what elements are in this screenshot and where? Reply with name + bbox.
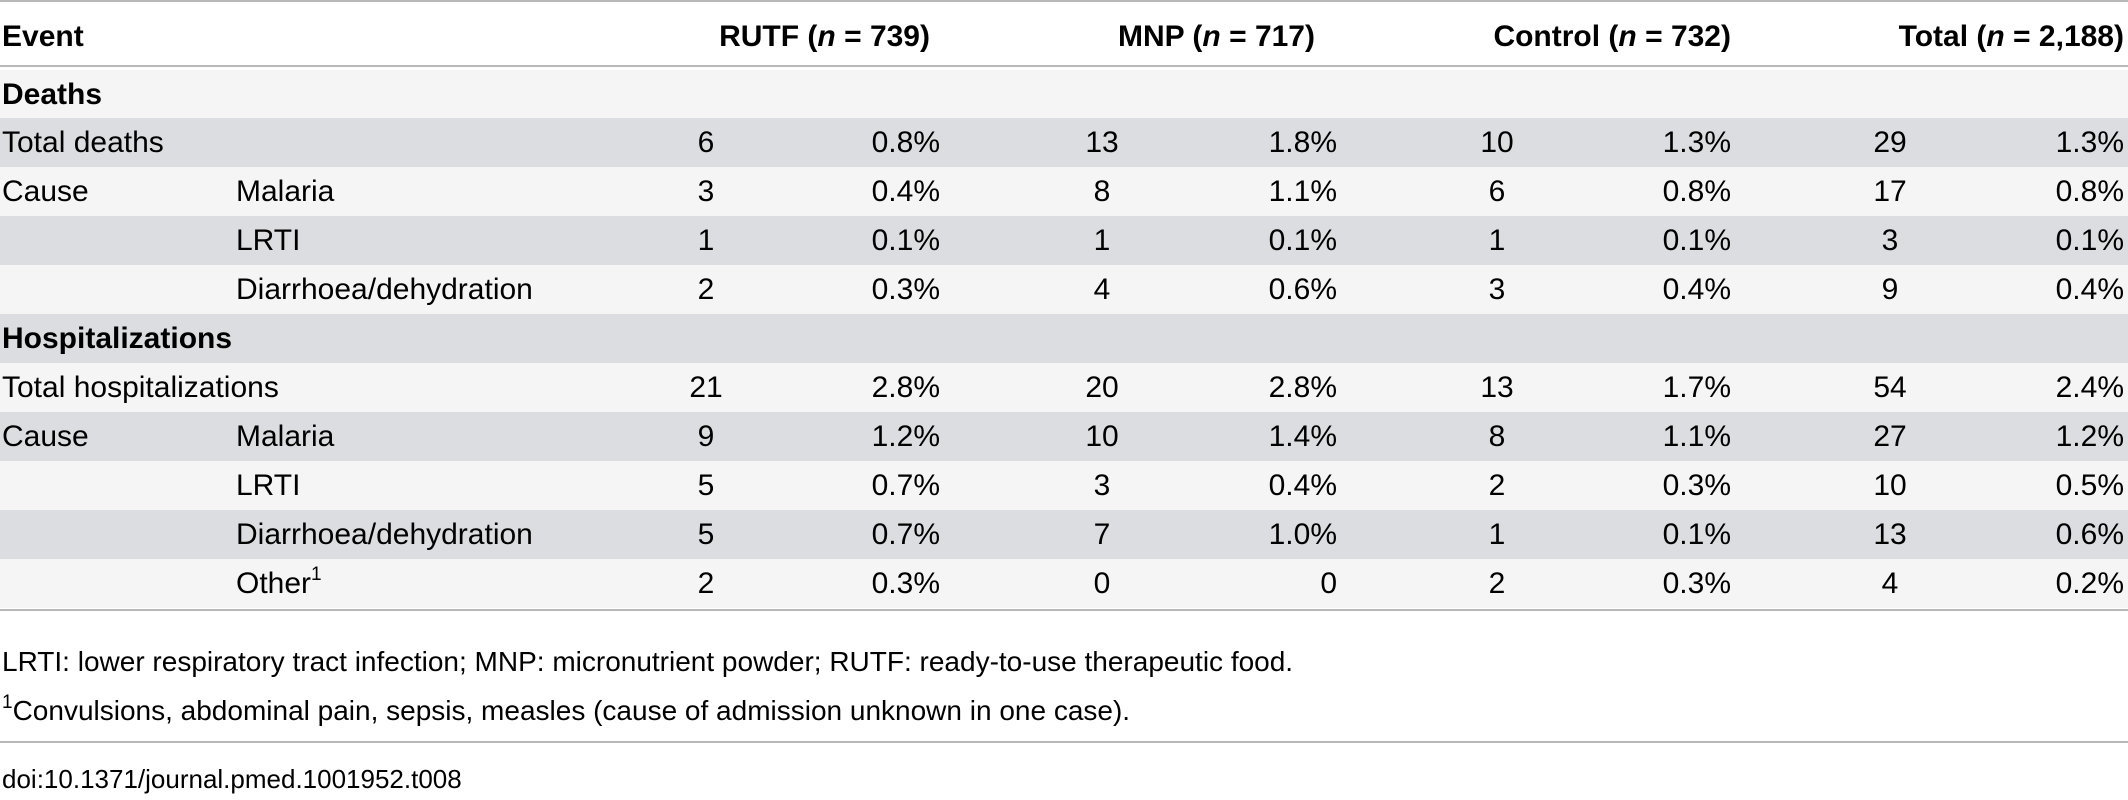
other-label: Other$^1$ [236,564,322,600]
table-row: Other$^1$ 2 0.3% 0 0 2 0.3% 4 0.2% [0,559,2128,608]
header-mnp: MNP (n = 717) [1117,20,1315,53]
footnote-1: $^1$Convulsions, abdominal pain, sepsis, measles (cause of admission unknown in one case). [2,691,1131,726]
table-row: Total hospitalizations 21 2.8% 20 2.8% 13 1.7% 54 2.4% [0,363,2128,412]
doi-link[interactable]: doi:10.1371/journal.pmed.1001952.t008 [2,764,462,794]
footer-rule [0,741,2128,743]
footnote-abbreviations: LRTI: lower respiratory tract infection; MNP: micronutrient powder; RUTF: ready-to-use therapeutic food. [2,646,1294,677]
table-bottom-rule [0,609,2128,611]
table-row: Cause Malaria 3 0.4% 8 1.1% 6 0.8% 17 0.8% [0,167,2128,216]
header-control: Control (n = 732) [1493,20,1731,53]
table-row: Cause Malaria 9 1.2% 10 1.4% 8 1.1% 27 1.2% [0,412,2128,461]
section-title-deaths: Deaths [0,70,2128,119]
section-title-hospitalizations: Hospitalizations [0,314,2128,363]
table-top-rule [0,0,2128,2]
table-row: Diarrhoea/dehydration 2 0.3% 4 0.6% 3 0.4% 9 0.4% [0,265,2128,314]
table-header-row [0,12,2128,61]
header-rutf: RUTF (n = 739) [719,20,930,53]
header-bottom-rule [0,65,2128,67]
table-row: Total deaths 6 0.8% 13 1.8% 10 1.3% 29 1.3% [0,118,2128,167]
table-row: LRTI 5 0.7% 3 0.4% 2 0.3% 10 0.5% [0,461,2128,510]
header-total: Total (n = 2,188) [1898,20,2124,53]
table-row: LRTI 1 0.1% 1 0.1% 1 0.1% 3 0.1% [0,216,2128,265]
table-row: Diarrhoea/dehydration 5 0.7% 7 1.0% 1 0.1% 13 0.6% [0,510,2128,559]
header-event: Event [2,20,84,53]
